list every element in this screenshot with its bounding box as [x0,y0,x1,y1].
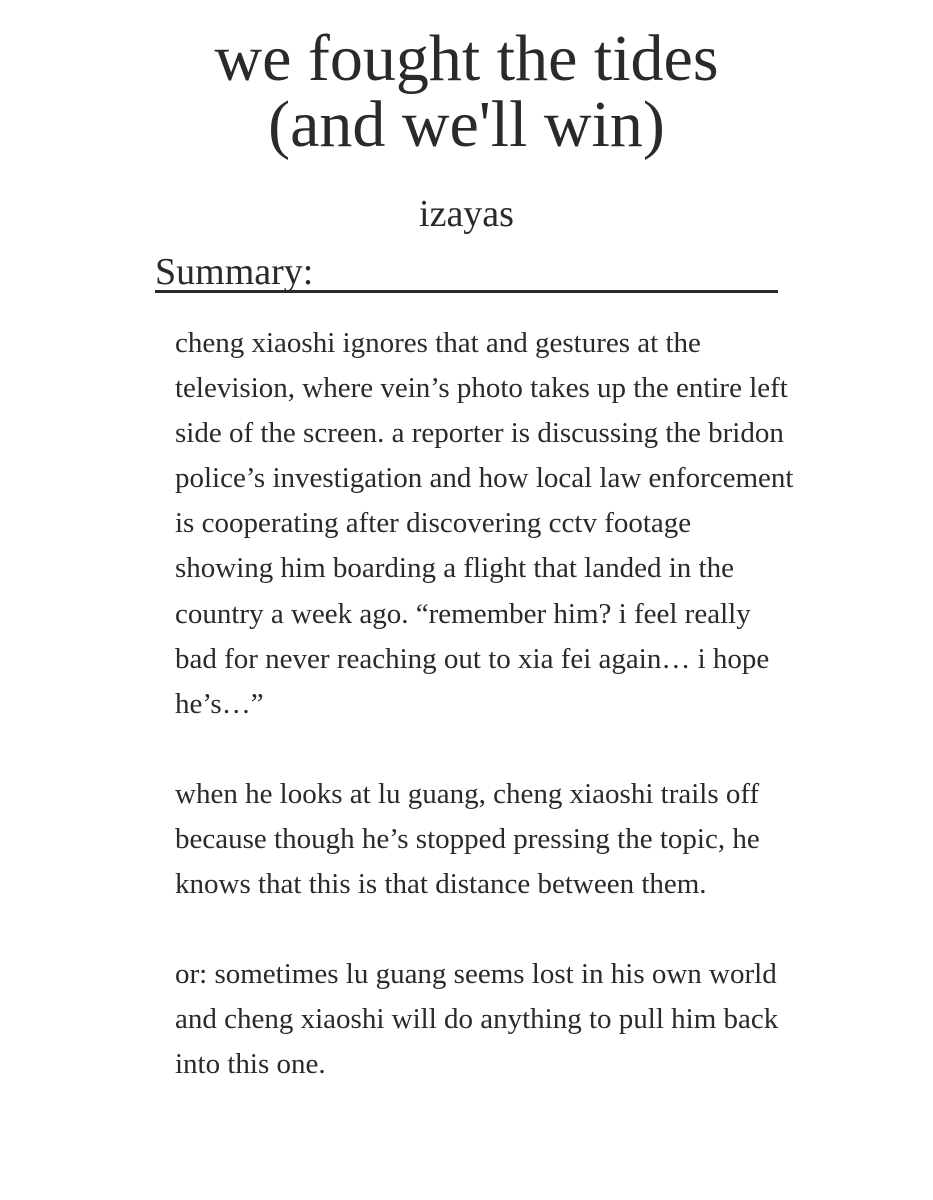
author-name: izayas [419,193,514,235]
summary-paragraph: or: sometimes lu guang seems lost in his own world and cheng xiaoshi will do anything to pull him back into this one. [175,958,779,1081]
work-title-line-2: (and we'll win) [268,88,665,161]
work-title [0,22,933,161]
summary-paragraph: when he looks at lu guang, cheng xiaoshi trails off because though he’s stopped pressing the topic, he knows that this is that distance between them. [175,777,760,901]
summary-body [175,321,795,1087]
summary-paragraph: cheng xiaoshi ignores that and gestures at the television, where vein’s photo takes up the entire left side of the screen. a reporter is discussing the bridon police’s investigation and how local law enforcement is cooperating after discovering cctv footage showing him boarding a flight that landed in the country a week ago. “remember him? i feel really bad for never reaching out to xia fei again… i hope he’s…” [175,327,794,720]
summary-heading: Summary: [155,250,778,293]
work-title-line-1: we fought the tides [214,22,719,95]
